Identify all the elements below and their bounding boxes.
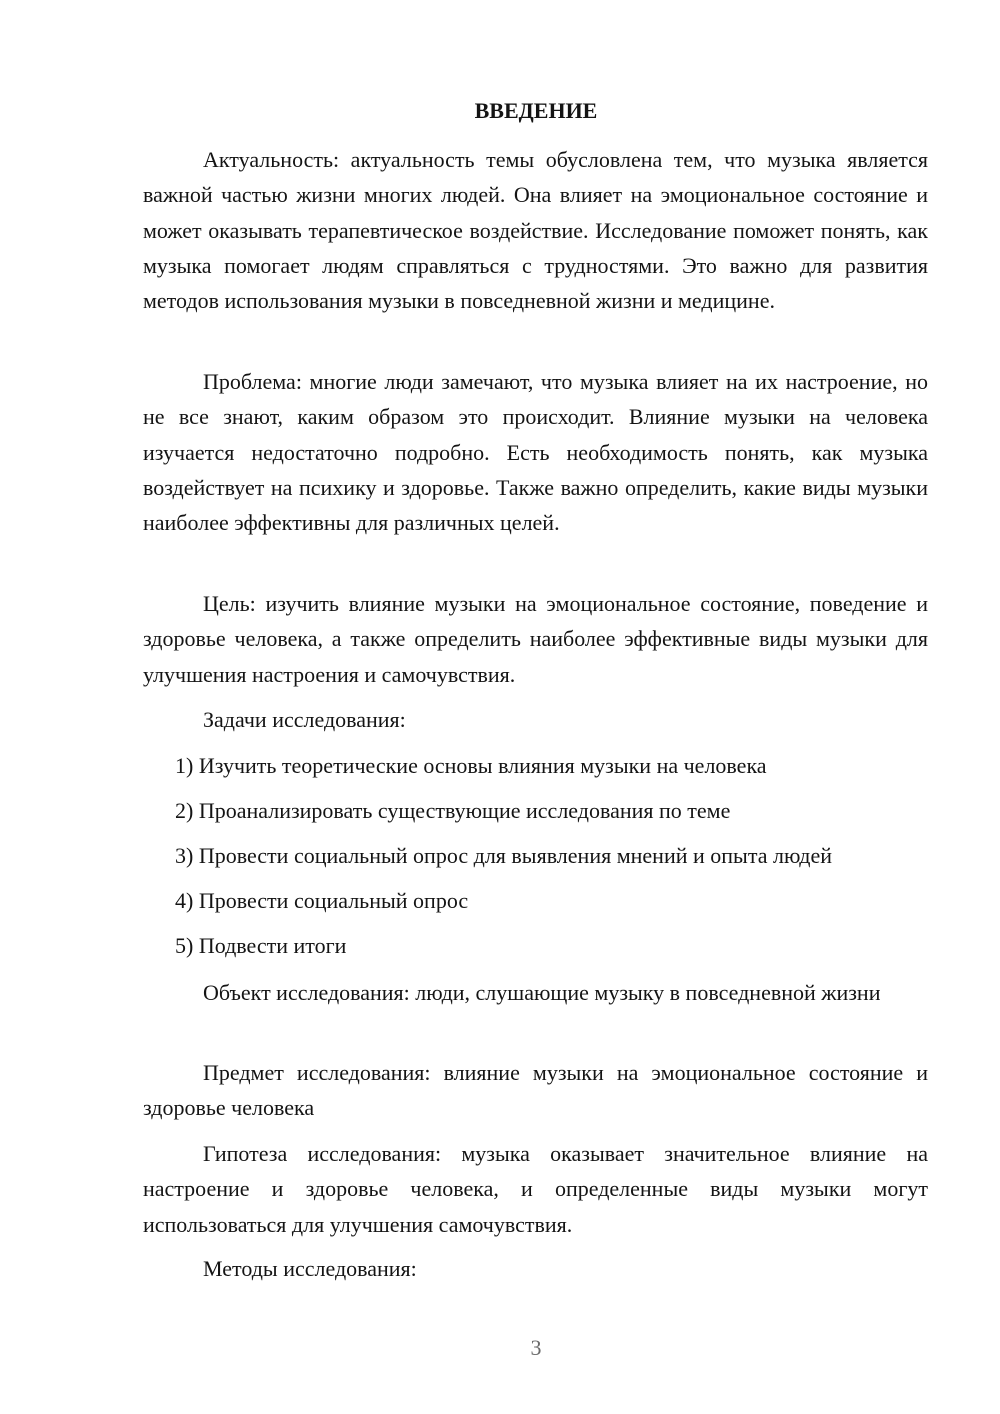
goal-paragraph: Цель: изучить влияние музыки на эмоциональное состояние, поведение и здоровье человека, а также определить наиболее эффективные виды музыки для улучшения настроения и самочувствия.: [143, 591, 928, 687]
task-item-1: 1) Изучить теоретические основы влияния музыки на человека: [175, 753, 767, 778]
section-heading: ВВЕДЕНИЕ: [474, 98, 598, 123]
object-paragraph: Объект исследования: люди, слушающие музыку в повседневной жизни: [203, 980, 881, 1005]
tasks-title: Задачи исследования:: [203, 707, 406, 732]
subject-paragraph: Предмет исследования: влияние музыки на эмоциональное состояние и здоровье человека: [143, 1060, 928, 1121]
methods-title: Методы исследования:: [203, 1256, 417, 1281]
page-number: 3: [530, 1335, 542, 1360]
relevance-paragraph: Актуальность: актуальность темы обусловлена тем, что музыка является важной частью жизни многих людей. Она влияет на эмоциональное состояние и может оказывать терапевтическое воздействие. Исследование поможет понять, как музыка помогает людям справляться с трудностями. Это важно для развития методов использования музыки в повседневной жизни и медицине.: [143, 147, 928, 314]
problem-paragraph: Проблема: многие люди замечают, что музыка влияет на их настроение, но не все знают, каким образом это происходит. Влияние музыки на человека изучается недостаточно подробно. Есть необходимость понять, как музыка воздействует на психику и здоровье. Также важно определить, какие виды музыки наиболее эффективны для различных целей.: [143, 369, 928, 536]
task-item-5: 5) Подвести итоги: [175, 933, 347, 958]
task-item-2: 2) Проанализировать существующие исследования по теме: [175, 798, 731, 823]
task-item-3: 3) Провести социальный опрос для выявления мнений и опыта людей: [175, 843, 833, 868]
task-item-4: 4) Провести социальный опрос: [175, 888, 469, 913]
hypothesis-paragraph: Гипотеза исследования: музыка оказывает значительное влияние на настроение и здоровье человека, и определенные виды музыки могут использоваться для улучшения самочувствия.: [143, 1141, 928, 1237]
